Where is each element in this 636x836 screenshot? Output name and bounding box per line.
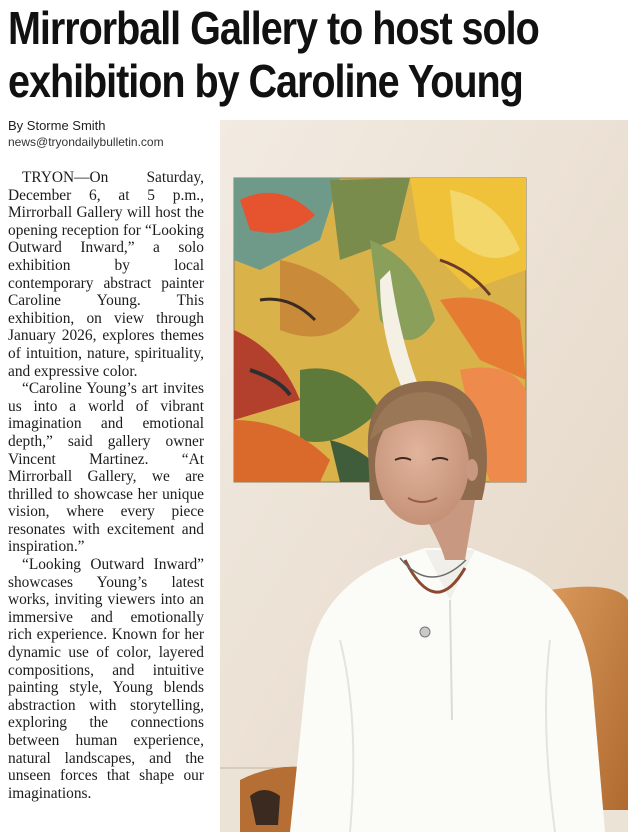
photo-illustration xyxy=(220,120,628,832)
byline-email: news@tryondailybulletin.com xyxy=(8,135,164,149)
headline-line-1: Mirrorball Gallery to host solo xyxy=(8,2,539,54)
article-body xyxy=(8,169,204,802)
article-paragraph: TRYON—On Saturday, December 6, at 5 p.m., Mirrorball Gallery will host the opening reception for “Looking Outward Inward,” a solo exhibition by local contemporary abstract painter Caroline Young. This exhibition, on view through January 2026, explores themes of intuition, nature, spirituality, and expressive color. xyxy=(8,169,204,380)
article-paragraph: “Looking Outward Inward” showcases Young’s latest works, inviting viewers into an immersive and emotionally rich experience. Known for her dynamic use of color, layered compositions, and intuitive painting style, Young blends abstraction with storytelling, exploring the connections between human experience, natural landscapes, and the unseen forces that shape our imaginations. xyxy=(8,556,204,802)
headline xyxy=(8,2,543,108)
byline-author: By Storme Smith xyxy=(8,118,106,133)
headline-line-2: exhibition by Caroline Young xyxy=(8,55,523,107)
article-photo xyxy=(220,120,628,832)
byline xyxy=(8,118,164,150)
article-paragraph: “Caroline Young’s art invites us into a world of vibrant imagination and emotional depth,” said gallery owner Vincent Martinez. “At Mirrorball Gallery, we are thrilled to showcase her unique vision, where every piece resonates with excitement and inspiration.” xyxy=(8,380,204,556)
